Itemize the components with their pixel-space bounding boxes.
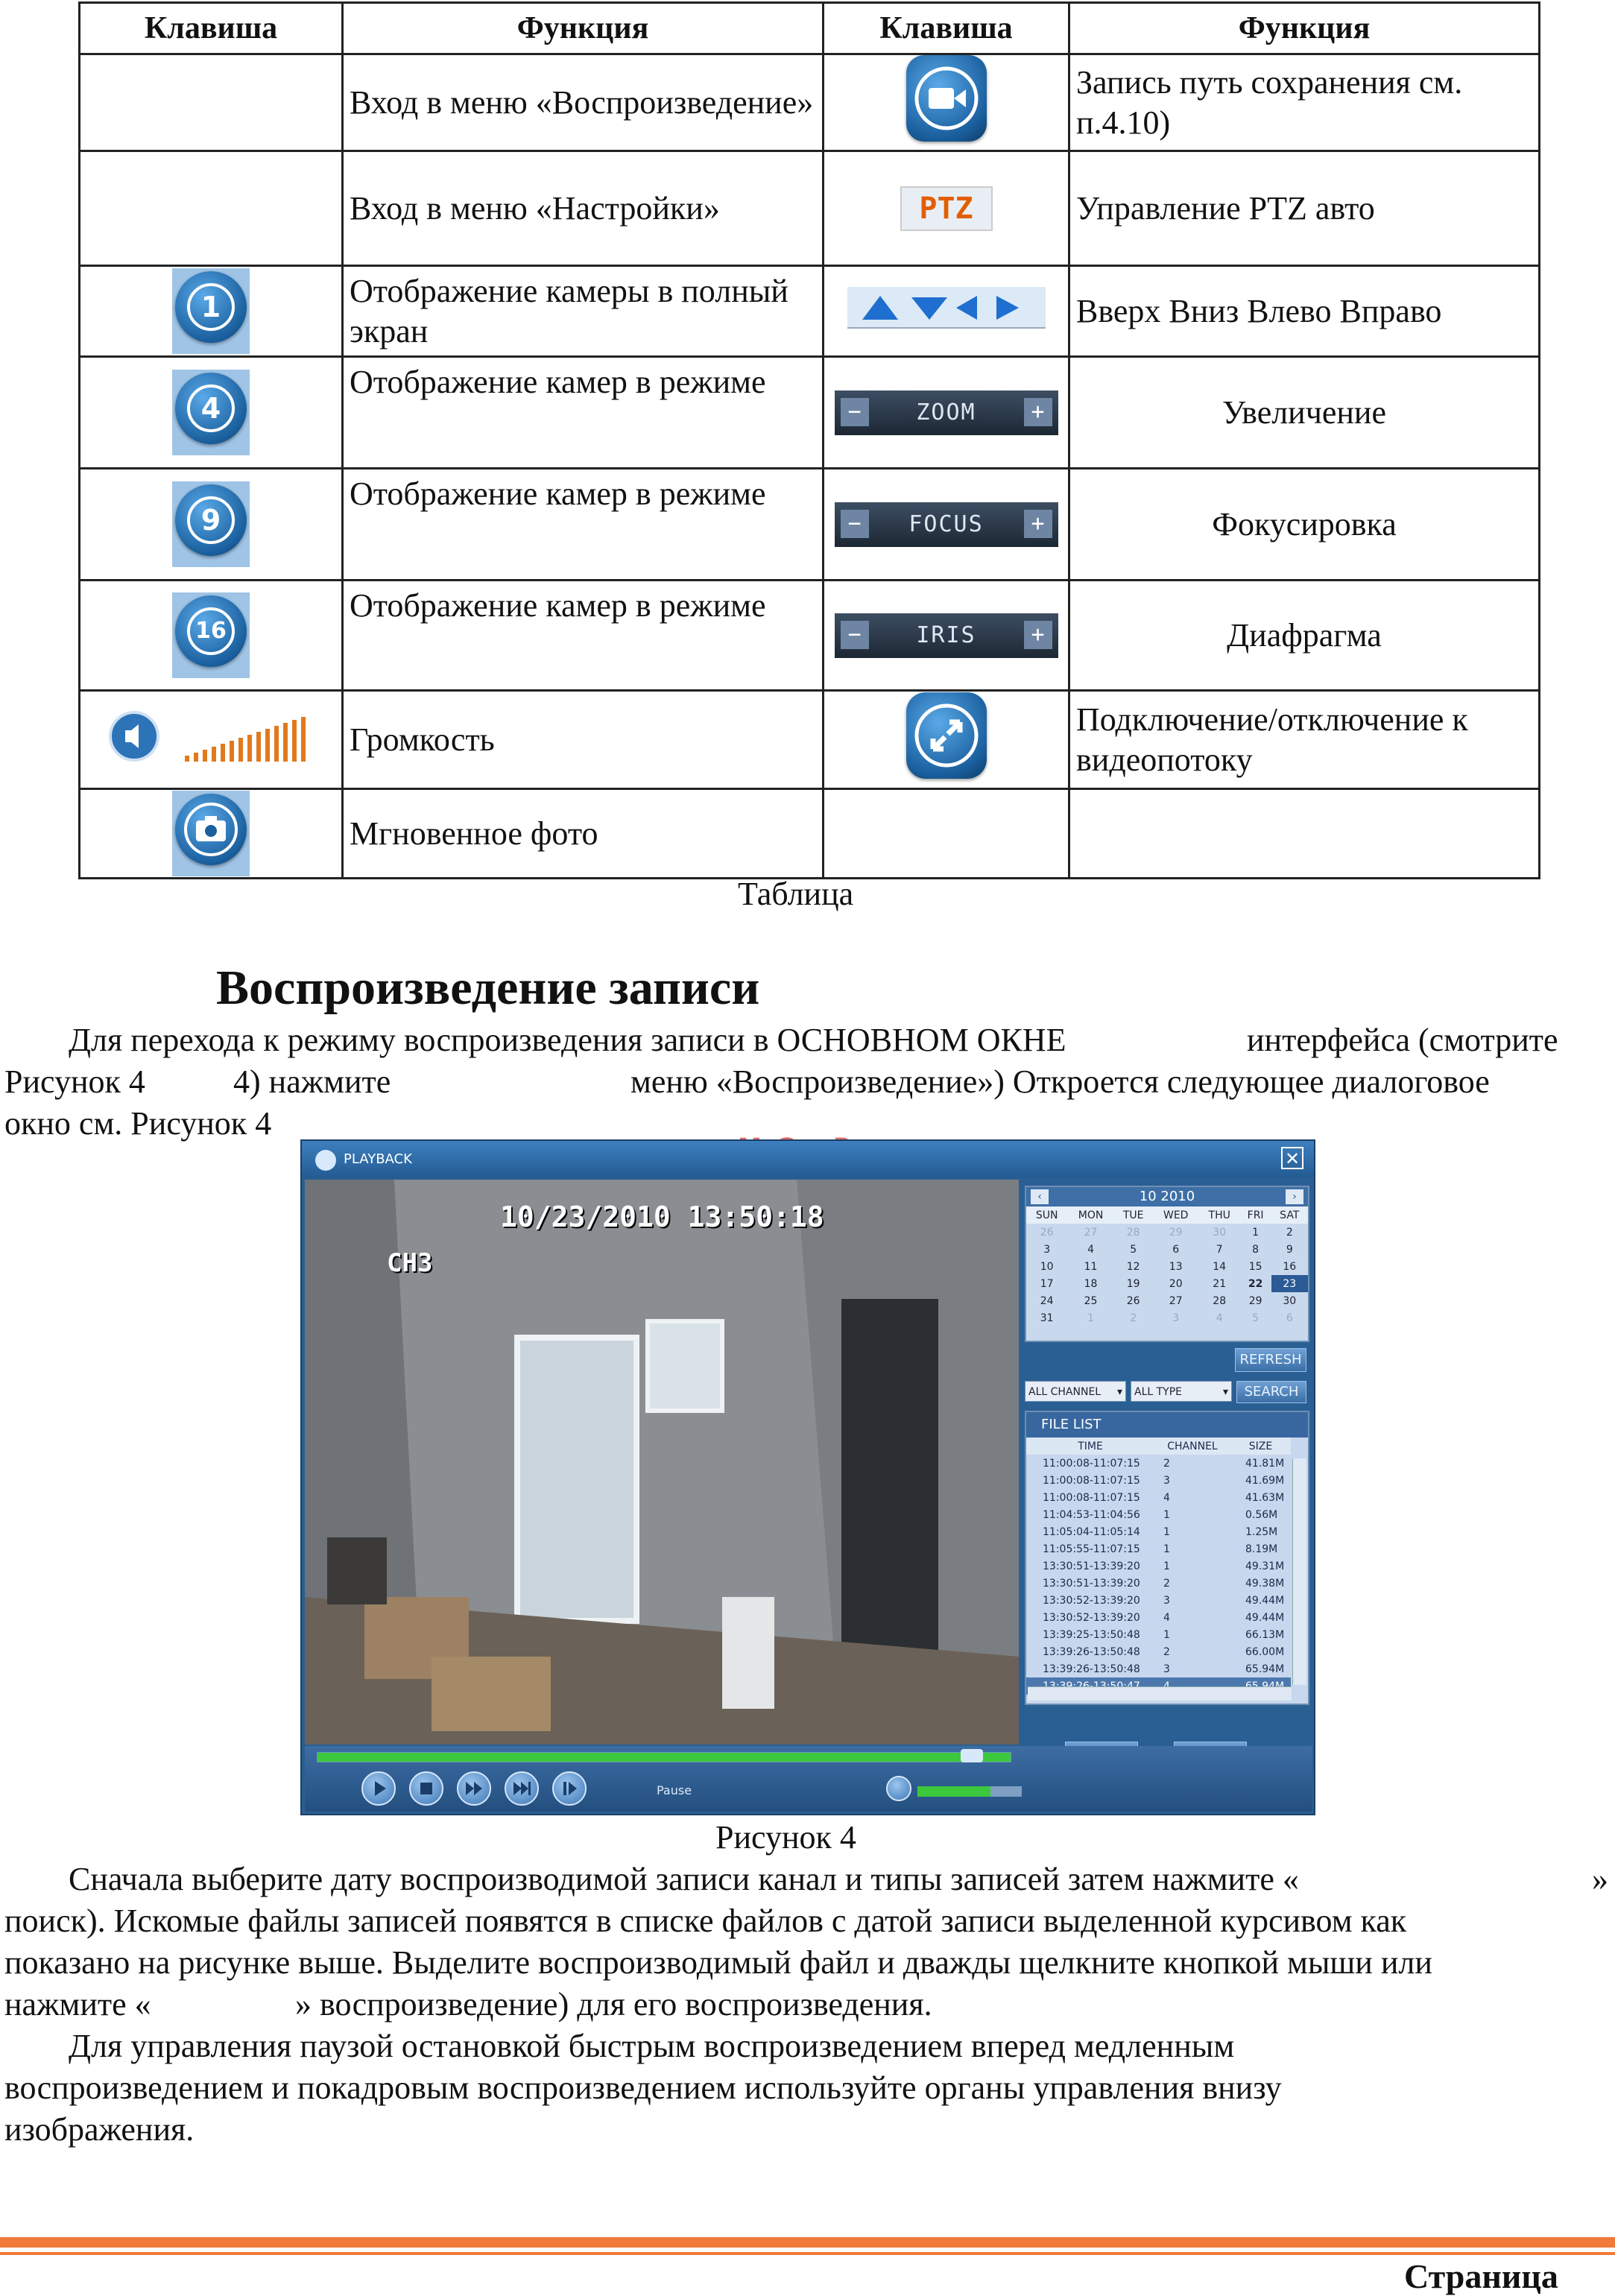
calendar-day[interactable]: 21: [1213, 1277, 1227, 1290]
section-heading: Воспроизведение записи: [216, 961, 760, 1015]
chevron-down-icon: ▾: [1116, 1386, 1122, 1398]
empty-function-cell: [1069, 789, 1540, 879]
file-list-scrollbar[interactable]: [1292, 1458, 1306, 1685]
para1-line1b: интерфейса (смотрите: [1247, 1022, 1558, 1058]
focus-control-icon: − FOCUS +: [835, 502, 1058, 547]
slow-play-icon[interactable]: [505, 1771, 539, 1806]
playback-window: [300, 1139, 1315, 1815]
file-row[interactable]: [1026, 1626, 1291, 1643]
file-size: 0.56M: [1245, 1508, 1278, 1521]
connect-stream-icon: [906, 692, 987, 779]
file-size: 1.25M: [1245, 1525, 1278, 1538]
para1-line2c: меню «Воспроизведение») Откроется следующее диалоговое: [630, 1063, 1490, 1100]
ptz-icon: PTZ: [900, 186, 993, 231]
calendar-day[interactable]: 2: [1286, 1226, 1293, 1239]
calendar-day[interactable]: 5: [1252, 1312, 1260, 1324]
file-size: 41.63M: [1245, 1491, 1285, 1504]
calendar-day[interactable]: 16: [1283, 1260, 1297, 1273]
day-name: FRI: [1247, 1209, 1264, 1221]
nine-screen-icon: 9: [175, 484, 247, 556]
key-settings-cell: [80, 151, 343, 266]
four-screen-icon: 4: [175, 373, 247, 444]
calendar-day[interactable]: 9: [1286, 1243, 1293, 1256]
calendar-day[interactable]: 15: [1248, 1260, 1262, 1273]
file-time: 13:30:52-13:39:20: [1043, 1594, 1140, 1607]
file-time: 13:39:26-13:50:48: [1043, 1645, 1140, 1658]
calendar-day[interactable]: 26: [1040, 1226, 1054, 1239]
calendar-day[interactable]: 12: [1126, 1260, 1140, 1273]
calendar-day[interactable]: 3: [1043, 1243, 1051, 1256]
para3-line3: изображения.: [4, 2111, 195, 2148]
calendar-day[interactable]: 6: [1172, 1243, 1180, 1256]
zoom-control-icon: − ZOOM +: [835, 390, 1058, 435]
para2-line1b: »: [1592, 1861, 1608, 1897]
calendar-day[interactable]: 24: [1040, 1294, 1054, 1307]
func-sixteen-screen: Отображение камер в режиме: [343, 581, 824, 691]
calendar-day[interactable]: 30: [1213, 1226, 1227, 1239]
file-list-title: FILE LIST: [1026, 1412, 1308, 1438]
calendar-day[interactable]: 13: [1169, 1260, 1183, 1273]
para1-line2b: 4) нажмите: [233, 1063, 391, 1100]
playback-controls: [305, 1746, 1312, 1812]
para2-line4b: » воспроизведение) для его воспроизведения.: [295, 1986, 932, 2023]
calendar-day[interactable]: 20: [1169, 1277, 1183, 1290]
file-channel: 3: [1163, 1663, 1170, 1675]
calendar-day[interactable]: 26: [1126, 1294, 1140, 1307]
calendar-day[interactable]: 29: [1248, 1294, 1262, 1307]
file-time: 11:00:08-11:07:15: [1043, 1474, 1140, 1487]
calendar-day[interactable]: 1: [1087, 1312, 1094, 1324]
calendar-day[interactable]: 22: [1248, 1277, 1263, 1290]
file-time: 11:05:55-11:07:15: [1043, 1543, 1140, 1555]
calendar-day[interactable]: 27: [1084, 1226, 1098, 1239]
calendar-day[interactable]: 2: [1130, 1312, 1137, 1324]
func-nine-screen: Отображение камер в режиме: [343, 469, 824, 581]
calendar-day[interactable]: 1: [1252, 1226, 1260, 1239]
calendar-grid: [1026, 1206, 1308, 1326]
calendar-day[interactable]: 14: [1213, 1260, 1227, 1273]
channel-select-value: ALL CHANNEL: [1028, 1386, 1102, 1398]
page-footer: Страница: [1404, 2257, 1558, 2295]
progress-fill: [317, 1753, 1011, 1762]
file-size: 49.44M: [1245, 1594, 1285, 1607]
file-row[interactable]: [1026, 1489, 1291, 1506]
file-channel: 1: [1163, 1525, 1170, 1538]
file-list-hscrollbar[interactable]: [1028, 1686, 1292, 1701]
func-connect-stream: Подключение/отключение к видеопотоку: [1069, 691, 1540, 789]
calendar-day[interactable]: 7: [1216, 1243, 1223, 1256]
para3-line2: воспроизведением и покадровым воспроизведением используйте органы управления внизу: [4, 2069, 1282, 2106]
file-size: 49.44M: [1245, 1611, 1285, 1624]
header-key-1: Клавиша: [80, 3, 343, 54]
calendar-day[interactable]: 3: [1172, 1312, 1180, 1324]
file-channel: 1: [1163, 1628, 1170, 1641]
day-name: MON: [1078, 1209, 1104, 1221]
calendar-day[interactable]: 28: [1213, 1294, 1227, 1307]
calendar-day[interactable]: 8: [1252, 1243, 1260, 1256]
header-function-1: Функция: [343, 3, 824, 54]
channel-select[interactable]: [1025, 1381, 1126, 1402]
calendar-day-selected[interactable]: 23: [1271, 1275, 1308, 1292]
calendar-day[interactable]: 31: [1040, 1312, 1054, 1324]
calendar-day[interactable]: 19: [1126, 1277, 1140, 1290]
func-iris: Диафрагма: [1069, 581, 1540, 691]
file-size: 41.81M: [1245, 1457, 1285, 1470]
key-playback-cell: [80, 54, 343, 151]
empty-key-cell: [824, 789, 1069, 879]
func-one-screen: Отображение камеры в полный экран: [343, 266, 824, 357]
stop-control-icon[interactable]: [409, 1771, 443, 1806]
refresh-button[interactable]: REFRESH: [1235, 1348, 1306, 1372]
func-settings: Вход в меню «Настройки»: [343, 151, 824, 266]
calendar-month-year: 10 2010: [1139, 1189, 1195, 1204]
func-four-screen: Отображение камер в режиме: [343, 357, 824, 469]
file-channel: 1: [1163, 1560, 1170, 1572]
header-key-2: Клавиша: [824, 3, 1069, 54]
frame-step-icon[interactable]: [552, 1771, 587, 1806]
file-channel: 2: [1163, 1577, 1170, 1590]
osd-datetime: 10/23/2010 13:50:18: [500, 1201, 824, 1233]
file-time: 13:30:51-13:39:20: [1043, 1577, 1140, 1590]
footer-rule: [0, 2237, 1615, 2248]
file-row[interactable]: [1026, 1455, 1291, 1472]
chevron-down-icon: ▾: [1222, 1386, 1228, 1398]
para2-line1a: Сначала выберите дату воспроизводимой записи канал и типы записей затем нажмите «: [69, 1861, 1299, 1897]
func-focus: Фокусировка: [1069, 469, 1540, 581]
file-size: 66.13M: [1245, 1628, 1285, 1641]
close-icon[interactable]: ✕: [1281, 1147, 1303, 1169]
file-row[interactable]: [1026, 1575, 1291, 1592]
file-row[interactable]: [1026, 1609, 1291, 1626]
day-name: SUN: [1035, 1209, 1058, 1221]
file-row[interactable]: [1026, 1660, 1291, 1677]
file-list: [1025, 1411, 1309, 1705]
file-time: 11:00:08-11:07:15: [1043, 1457, 1140, 1470]
file-row[interactable]: [1026, 1557, 1291, 1575]
calendar: [1025, 1186, 1309, 1342]
sixteen-screen-icon: 16: [175, 595, 247, 667]
func-record: Запись путь сохранения см. п.4.10): [1069, 54, 1540, 151]
figure-caption: Рисунок 4: [715, 1819, 856, 1856]
para3-line1: Для управления паузой остановкой быстрым воспроизведением вперед медленным: [69, 2028, 1235, 2064]
file-row[interactable]: [1026, 1472, 1291, 1489]
playback-sidebar: [1025, 1186, 1309, 1804]
file-time: 13:39:26-13:50:48: [1043, 1663, 1140, 1675]
file-size: 66.00M: [1245, 1645, 1285, 1658]
type-select-value: ALL TYPE: [1134, 1386, 1183, 1398]
volume-slider-fill: [917, 1786, 990, 1797]
calendar-day[interactable]: 6: [1286, 1312, 1293, 1324]
keys-table: [78, 1, 1540, 879]
para2-line2: поиск). Искомые файлы записей появятся в списке файлов с датой записи выделенной курсивом как: [4, 1903, 1407, 1939]
calendar-day[interactable]: 25: [1084, 1294, 1098, 1307]
day-name: WED: [1163, 1209, 1189, 1221]
osd-channel: CH3: [387, 1248, 433, 1278]
play-control-icon[interactable]: [361, 1771, 396, 1806]
func-snapshot: Мгновенное фото: [343, 789, 824, 879]
file-row[interactable]: [1026, 1523, 1291, 1540]
day-name: TUE: [1122, 1209, 1144, 1221]
func-zoom: Увеличение: [1069, 357, 1540, 469]
record-camera-icon: [906, 55, 987, 142]
camera-video: [305, 1180, 1019, 1745]
playback-title: PLAYBACK: [344, 1151, 412, 1167]
column-size: SIZE: [1248, 1440, 1273, 1452]
calendar-day[interactable]: 5: [1130, 1243, 1137, 1256]
calendar-day[interactable]: 4: [1087, 1243, 1094, 1256]
para1-line3: окно см. Рисунок 4: [4, 1105, 272, 1142]
prev-month-button[interactable]: ‹: [1031, 1189, 1049, 1204]
iris-control-icon: − IRIS +: [835, 613, 1058, 658]
file-row[interactable]: [1026, 1592, 1291, 1609]
calendar-day[interactable]: 10: [1040, 1260, 1054, 1273]
para1-line1a: Для перехода к режиму воспроизведения записи в ОСНОВНОМ ОКНЕ: [69, 1022, 1066, 1058]
column-time: TIME: [1078, 1440, 1103, 1452]
table-caption: Таблица: [738, 876, 854, 912]
file-time: 13:30:52-13:39:20: [1043, 1611, 1140, 1624]
para1-line2a: Рисунок 4: [4, 1063, 145, 1100]
file-channel: 4: [1163, 1491, 1170, 1504]
playback-status: Pause: [657, 1783, 692, 1797]
footer-rule-thin: [0, 2252, 1615, 2255]
func-volume: Громкость: [343, 691, 824, 789]
playback-logo-icon: [315, 1150, 336, 1171]
file-time: 11:00:08-11:07:15: [1043, 1491, 1140, 1504]
direction-arrows-icon: [847, 287, 1046, 329]
file-size: 65.94M: [1245, 1663, 1285, 1675]
calendar-day[interactable]: 30: [1283, 1294, 1297, 1307]
search-button[interactable]: SEARCH: [1236, 1381, 1306, 1403]
progress-handle[interactable]: [961, 1749, 983, 1762]
snapshot-camera-icon: [175, 794, 247, 865]
file-row[interactable]: [1026, 1540, 1291, 1557]
func-playback: Вход в меню «Воспроизведение»: [343, 54, 824, 151]
file-channel: 2: [1163, 1645, 1170, 1658]
file-time: 11:05:04-11:05:14: [1043, 1525, 1140, 1538]
file-channel: 4: [1163, 1611, 1170, 1624]
para2-line3: показано на рисунке выше. Выделите воспроизводимый файл и дважды щелкните кнопкой мыши или: [4, 1944, 1432, 1981]
para2-line4a: нажмите «: [4, 1986, 151, 2023]
file-size: 8.19M: [1245, 1543, 1278, 1555]
column-channel: CHANNEL: [1167, 1440, 1218, 1452]
file-channel: 3: [1163, 1474, 1170, 1487]
fast-forward-icon[interactable]: [457, 1771, 491, 1806]
volume-slider[interactable]: [917, 1786, 1022, 1797]
calendar-day[interactable]: 29: [1169, 1226, 1183, 1239]
next-month-button[interactable]: ›: [1286, 1189, 1303, 1204]
type-select[interactable]: [1131, 1381, 1232, 1402]
file-list-table: [1026, 1438, 1291, 1695]
file-channel: 1: [1163, 1508, 1170, 1521]
file-row[interactable]: [1026, 1506, 1291, 1523]
calendar-day[interactable]: 4: [1216, 1312, 1223, 1324]
file-time: 13:39:25-13:50:48: [1043, 1628, 1140, 1641]
file-time: 11:04:53-11:04:56: [1043, 1508, 1140, 1521]
calendar-day[interactable]: 11: [1084, 1260, 1098, 1273]
file-size: 49.31M: [1245, 1560, 1285, 1572]
calendar-day[interactable]: 27: [1169, 1294, 1183, 1307]
volume-icon: [103, 703, 319, 768]
file-size: 41.69M: [1245, 1474, 1285, 1487]
playback-titlebar: [302, 1141, 1314, 1178]
progress-track[interactable]: [317, 1752, 1011, 1762]
calendar-day[interactable]: 18: [1084, 1277, 1098, 1290]
day-name: THU: [1208, 1209, 1230, 1221]
func-ptz: Управление PTZ авто: [1069, 151, 1540, 266]
header-function-2: Функция: [1069, 3, 1540, 54]
one-screen-icon: 1: [175, 271, 247, 343]
file-channel: 1: [1163, 1543, 1170, 1555]
file-time: 13:30:51-13:39:20: [1043, 1560, 1140, 1572]
file-channel: 3: [1163, 1594, 1170, 1607]
day-name: SAT: [1280, 1209, 1300, 1221]
file-row[interactable]: [1026, 1643, 1291, 1660]
file-size: 49.38M: [1245, 1577, 1285, 1590]
calendar-day[interactable]: 28: [1126, 1226, 1140, 1239]
volume-control-icon[interactable]: [886, 1776, 911, 1801]
func-directions: Вверх Вниз Влево Вправо: [1069, 266, 1540, 357]
calendar-day[interactable]: 17: [1040, 1277, 1054, 1290]
file-channel: 2: [1163, 1457, 1170, 1470]
